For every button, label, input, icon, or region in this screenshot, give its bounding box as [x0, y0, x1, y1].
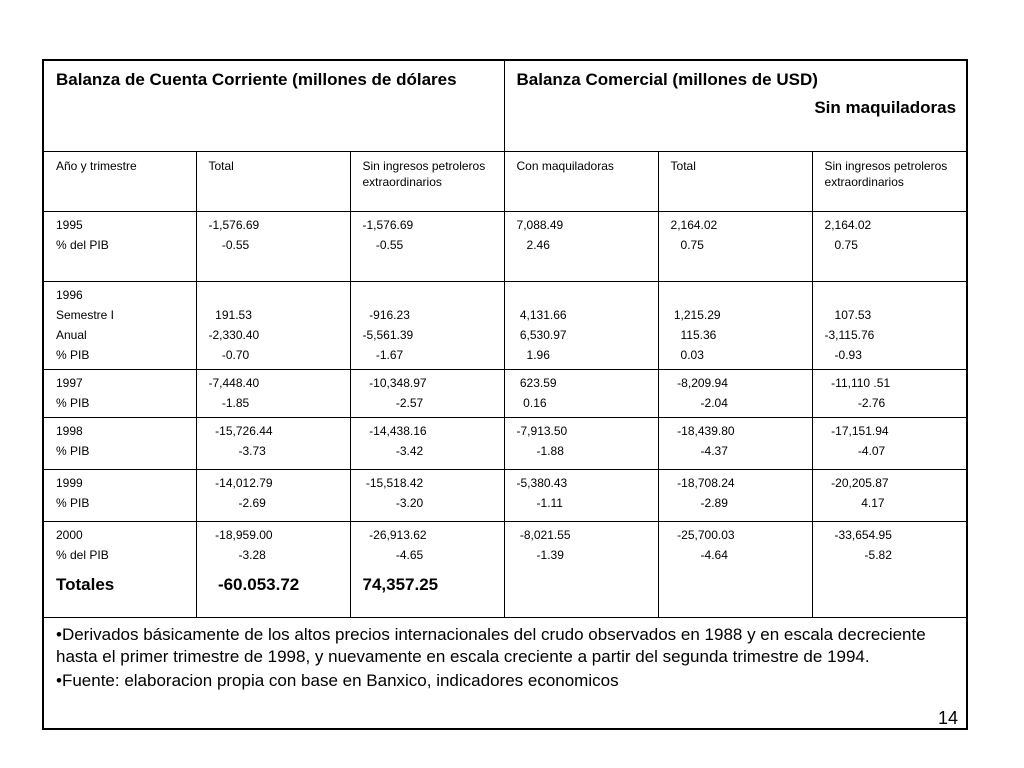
- row-1997-sin-ingresos-com: -11,110 .51 -2.76: [812, 369, 967, 417]
- row-1995-total: -1,576.69 -0.55: [196, 211, 350, 281]
- balance-table: [42, 59, 968, 730]
- row-1996-label: 1996 Semestre I Anual % PIB: [43, 281, 196, 369]
- footnote-fuente: •Fuente: elaboracion propia con base en Banxico, indicadores economicos: [56, 670, 619, 690]
- row-2000-total-com: -25,700.03 -4.64: [658, 521, 812, 617]
- row-1997-sin-ingresos: -10,348.97 -2.57: [350, 369, 504, 417]
- row-1998-con-maq: -7,913.50 -1.88: [504, 417, 658, 469]
- row-1997-total: -7,448.40 -1.85: [196, 369, 350, 417]
- row-1999-total: -14,012.79 -2.69: [196, 469, 350, 521]
- row-1998-sin-ingresos: -14,438.16 -3.42: [350, 417, 504, 469]
- row-1999-label: 1999 % PIB: [43, 469, 196, 521]
- row-2000-total: -18,959.00 -3.28 -60.053.72: [196, 521, 350, 617]
- page-number: 14: [938, 708, 959, 728]
- row-1997-label: 1997 % PIB: [43, 369, 196, 417]
- table-row: [43, 521, 967, 617]
- table-row: [43, 369, 967, 417]
- row-1997-total-com: -8,209.94 -2.04: [658, 369, 812, 417]
- col-header-sin-ingresos: Sin ingresos petroleros extraordinarios: [350, 151, 504, 211]
- totals-sin-ingresos: 74,357.25: [362, 574, 439, 594]
- row-1999-sin-ingresos: -15,518.42 -3.20: [350, 469, 504, 521]
- col-header-total: Total: [196, 151, 350, 211]
- row-1996-total-com: 1,215.29 115.36 0.03: [658, 281, 812, 369]
- row-1995-con-maq: 7,088.49 2.46: [504, 211, 658, 281]
- row-1998-sin-ingresos-com: -17,151.94 -4.07: [812, 417, 967, 469]
- totals-total: -60.053.72: [208, 574, 300, 594]
- trade-balance-header: [504, 60, 967, 151]
- row-1999-sin-ingresos-com: -20,205.87 4.17: [812, 469, 967, 521]
- table-row: [43, 211, 967, 281]
- totals-label: Totales: [56, 574, 115, 594]
- col-header-con-maquiladoras: Con maquiladoras: [504, 151, 658, 211]
- title-row: [43, 60, 967, 151]
- row-1995-label: 1995 % del PIB: [43, 211, 196, 281]
- row-1998-total-com: -18,439.80 -4.37: [658, 417, 812, 469]
- column-header-row: [43, 151, 967, 211]
- footnote-row: [43, 617, 967, 729]
- row-1996-sin-ingresos-com: 107.53 -3,115.76 -0.93: [812, 281, 967, 369]
- row-1995-sin-ingresos-com: 2,164.02 0.75: [812, 211, 967, 281]
- trade-balance-subtitle: Sin maquiladoras: [814, 98, 957, 117]
- row-1996-total: 191.53 -2,330.40 -0.70: [196, 281, 350, 369]
- col-header-year: Año y trimestre: [43, 151, 196, 211]
- row-1999-total-com: -18,708.24 -2.89: [658, 469, 812, 521]
- col-header-sin-ingresos-comercial: Sin ingresos petroleros extraordinarios: [812, 151, 967, 211]
- row-2000-sin-ingresos: -26,913.62 -4.65 74,357.25: [350, 521, 504, 617]
- row-1996-sin-ingresos: -916.23 -5,561.39 -1.67: [350, 281, 504, 369]
- current-account-title: Balanza de Cuenta Corriente (millones de dólares: [56, 70, 457, 89]
- row-2000-con-maq: -8,021.55 -1.39: [504, 521, 658, 617]
- row-1998-label: 1998 % PIB: [43, 417, 196, 469]
- row-1999-con-maq: -5,380.43 -1.11: [504, 469, 658, 521]
- row-1996-con-maq: 4,131.66 6,530.97 1.96: [504, 281, 658, 369]
- row-1998-total: -15,726.44 -3.73: [196, 417, 350, 469]
- row-1995-total-com: 2,164.02 0.75: [658, 211, 812, 281]
- table-row: [43, 417, 967, 469]
- footnotes: [43, 617, 967, 729]
- current-account-header: [43, 60, 504, 151]
- col-header-total-comercial: Total: [658, 151, 812, 211]
- row-1997-con-maq: 623.59 0.16: [504, 369, 658, 417]
- row-2000-label: 2000 % del PIB Totales: [43, 521, 196, 617]
- row-1995-sin-ingresos: -1,576.69 -0.55: [350, 211, 504, 281]
- table-row: [43, 469, 967, 521]
- row-2000-sin-ingresos-com: -33,654.95 -5.82: [812, 521, 967, 617]
- footnote-derivados: •Derivados básicamente de los altos precios internacionales del crudo observados en 1988 y en escala decreciente hasta el primer trimestre de 1998, y nuevamente en escala creciente a partir del segunda trimestre de 1994.: [56, 624, 926, 666]
- table-row: [43, 281, 967, 369]
- trade-balance-title: Balanza Comercial (millones de USD): [516, 70, 818, 89]
